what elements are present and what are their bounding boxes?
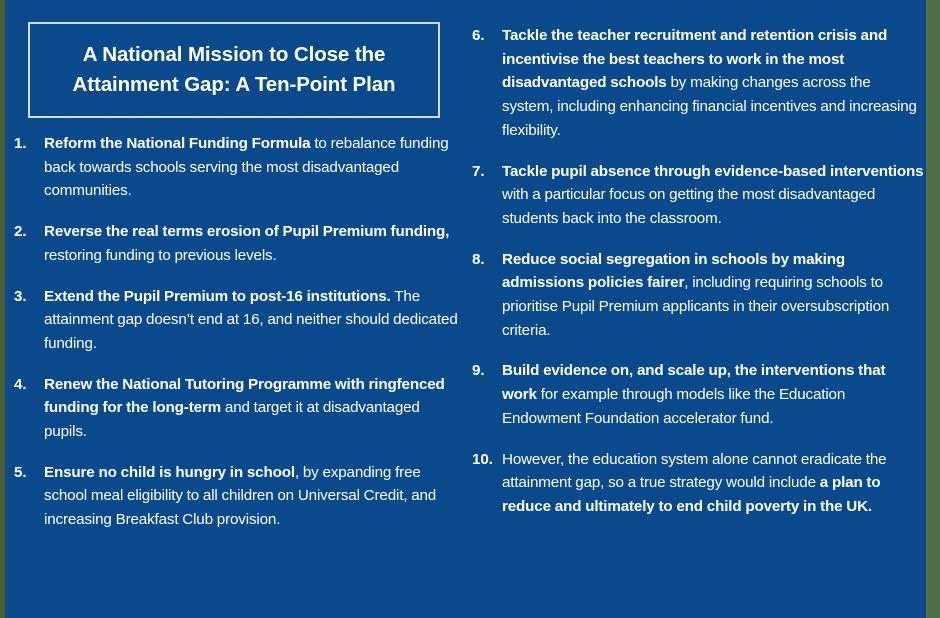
list-item-number: 4. [14, 375, 27, 393]
list-item-regular: by making changes across the system, including enhancing financial incentives and increasing flexibility. [502, 74, 917, 139]
list-item-bold-tail: a plan to reduce and ultimately to end child poverty in the UK. [502, 474, 881, 515]
list-item-number: 3. [14, 287, 27, 305]
list-item [472, 248, 924, 343]
title-line-1: A National Mission to Close the [82, 43, 386, 67]
left-column [14, 132, 466, 532]
list-item-bold: Tackle the teacher recruitment and retention crisis and incentivise the best teachers to work in the most disadvantaged schools [502, 27, 888, 92]
title-line-2: Attainment Gap: A Ten-Point Plan [72, 73, 396, 96]
title-box [28, 22, 440, 118]
list-item-number: 8. [472, 250, 485, 268]
list-item [472, 160, 924, 231]
list-item [472, 359, 924, 430]
left-edge-strip [0, 0, 5, 618]
list-item [14, 461, 466, 532]
list-item-regular: However, the education system alone cannot eradicate the attainment gap, so a true strategy would include [502, 450, 887, 492]
list-item-number: 5. [14, 463, 27, 481]
list-item-bold: Build evidence on, and scale up, the interventions that work [502, 362, 886, 404]
list-item [14, 285, 466, 356]
list-item-number: 6. [472, 27, 485, 44]
list-item-bold: Extend the Pupil Premium to post-16 institutions. [44, 287, 391, 305]
list-item-number: 7. [472, 162, 485, 180]
list-item-text [44, 132, 466, 203]
list-item-text [502, 448, 924, 519]
list-item-number: 10. [472, 450, 493, 468]
list-item-bold: Tackle pupil absence through evidence-based interventions [502, 162, 924, 180]
list-item-text [44, 220, 466, 267]
list-item-regular: The attainment gap doesn’t end at 16, and neither should dedicated funding. [44, 287, 458, 352]
list-item-regular: restoring funding to previous levels. [44, 246, 277, 264]
list-item-text [502, 24, 924, 143]
right-column [472, 24, 924, 519]
page-title [63, 40, 406, 99]
list-item-bold: Reduce social segregation in schools by making admissions policies fairer [502, 250, 845, 292]
list-item-regular: for example through models like the Education Endowment Foundation accelerator fund. [502, 386, 846, 427]
list-item-text [502, 359, 924, 430]
list-item-number: 1. [14, 135, 27, 152]
list-item-text [502, 248, 924, 343]
list-item-regular: to rebalance funding back towards schools serving the most disadvantaged communities. [44, 135, 449, 200]
list-item-text [44, 373, 466, 444]
list-item-bold: Renew the National Tutoring Programme with ringfenced funding for the long-term [44, 375, 445, 417]
list-item-text [44, 461, 466, 532]
list-item [472, 448, 924, 519]
list-item-number: 9. [472, 362, 485, 380]
list-item-number: 2. [14, 223, 27, 241]
list-item-bold: Reform the National Funding Formula [44, 135, 311, 152]
list-item-regular: and target it at disadvantaged pupils. [44, 399, 420, 441]
list-item [472, 24, 924, 143]
list-item-regular: , by expanding free school meal eligibility to all children on Universal Credit, and increasing Breakfast Club provision. [44, 463, 437, 529]
list-item-text [44, 285, 466, 356]
list-item [14, 132, 466, 203]
list-item [14, 220, 466, 267]
list-item-bold: Ensure no child is hungry in school [44, 463, 295, 481]
right-edge-strip [926, 0, 940, 618]
list-item-bold: Reverse the real terms erosion of Pupil Premium funding, [44, 223, 450, 241]
list-item-regular: with a particular focus on getting the most disadvantaged students back into the classroom. [502, 186, 876, 227]
list-item [14, 373, 466, 444]
list-item-regular: , including requiring schools to prioritise Pupil Premium applicants in their oversubscription criteria. [502, 274, 890, 339]
list-item-text [502, 160, 924, 231]
